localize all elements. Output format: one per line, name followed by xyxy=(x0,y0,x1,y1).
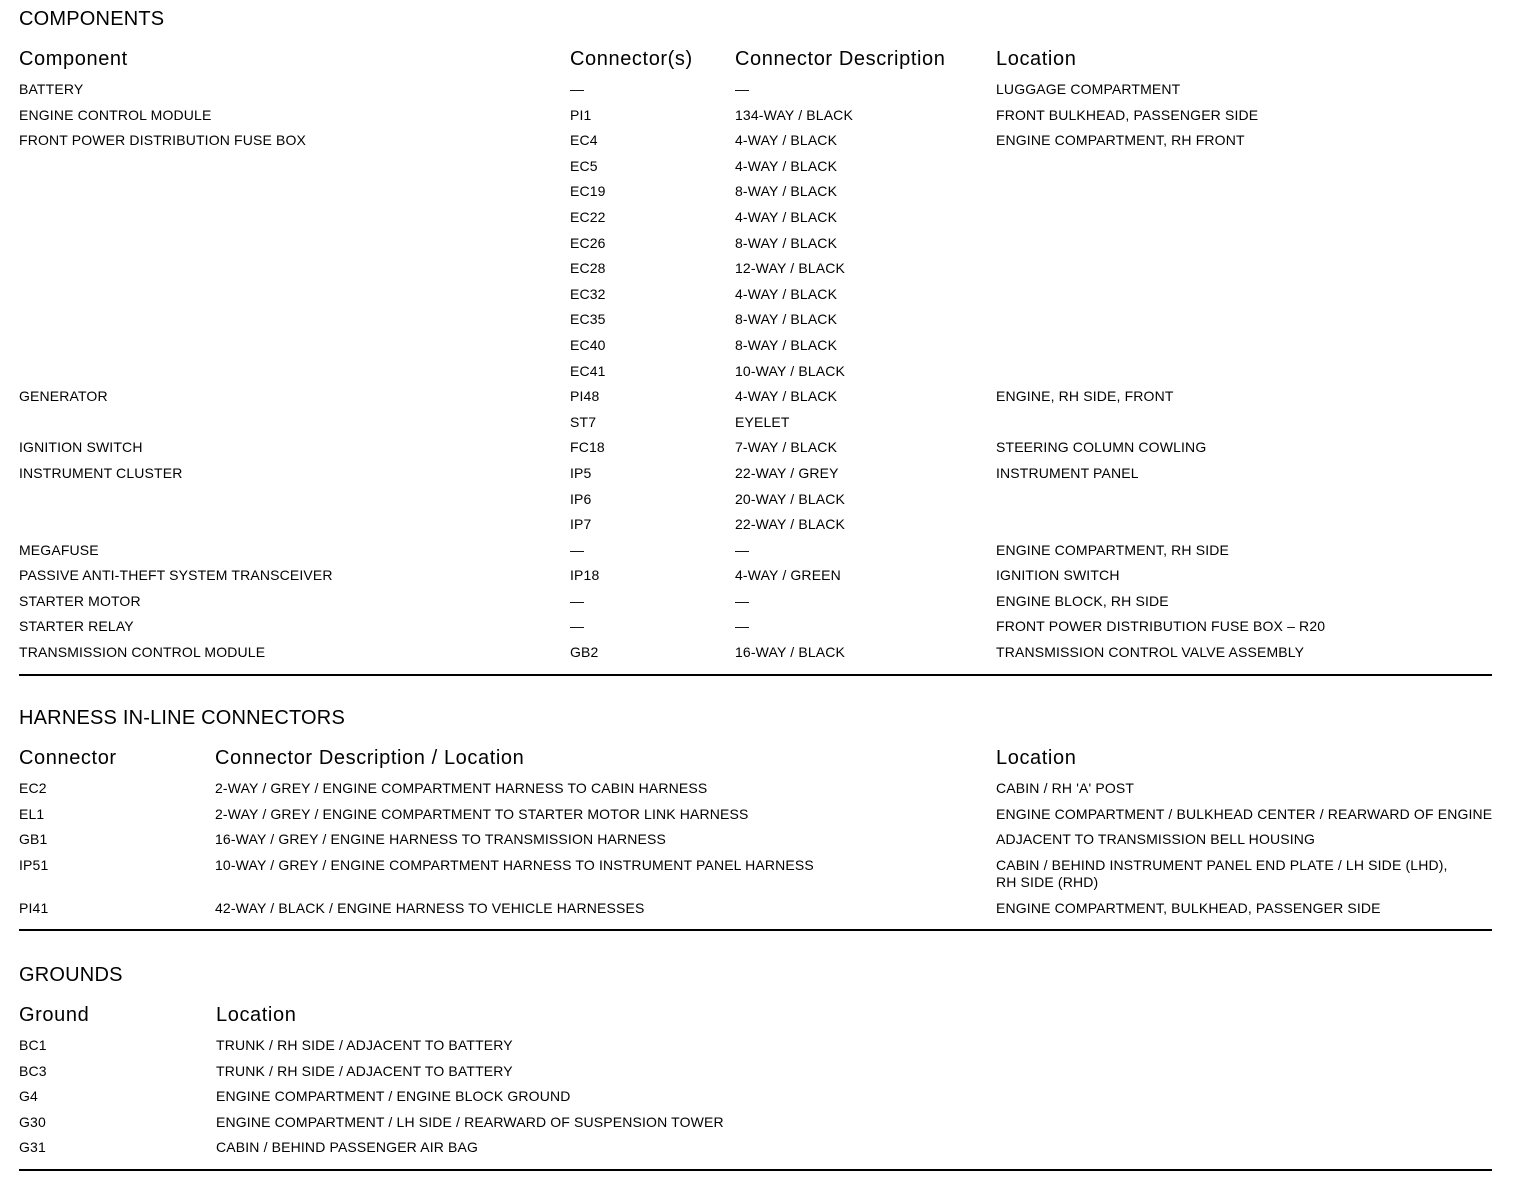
component-row-cell-3: 4-WAY / BLACK xyxy=(735,157,838,174)
component-row-cell-1 xyxy=(19,311,570,337)
component-row-cell-2: IP18 xyxy=(570,567,600,584)
components-section xyxy=(19,6,1492,676)
ground-row-cell-1: G30 xyxy=(19,1113,46,1130)
component-row-cell-4: ENGINE BLOCK, RH SIDE xyxy=(996,592,1169,609)
component-row-cell-2: EC19 xyxy=(570,183,606,200)
component-row-cell-2: IP5 xyxy=(570,464,592,481)
component-row-cell-3: EYELET xyxy=(735,413,790,430)
component-row-cell-4: LUGGAGE COMPARTMENT xyxy=(996,81,1181,97)
component-row xyxy=(19,235,1492,261)
harness-row-cell-3: CABIN / BEHIND INSTRUMENT PANEL END PLATE / LH SIDE (LHD), RH SIDE (RHD) xyxy=(996,856,1448,890)
component-row-cell-2: EC35 xyxy=(570,311,606,328)
component-row-cell-4: IGNITION SWITCH xyxy=(996,567,1120,584)
component-row-cell-3: — xyxy=(735,618,750,635)
component-row-cell-3: 20-WAY / BLACK xyxy=(735,490,845,507)
component-row-cell-2: IP7 xyxy=(570,516,592,533)
component-row-cell-4: FRONT POWER DISTRIBUTION FUSE BOX – R20 xyxy=(996,618,1326,635)
component-row-cell-2: FC18 xyxy=(570,439,605,456)
component-row xyxy=(19,337,1492,363)
component-row-cell-4 xyxy=(996,209,1492,235)
component-row xyxy=(19,542,1492,568)
component-row-cell-2: GB2 xyxy=(570,644,599,661)
ground-row xyxy=(19,1063,1492,1089)
component-row-cell-4: INSTRUMENT PANEL xyxy=(996,464,1139,481)
harness-row-cell-3: ENGINE COMPARTMENT, BULKHEAD, PASSENGER SIDE xyxy=(996,899,1381,916)
component-row-cell-4 xyxy=(996,183,1492,209)
component-row xyxy=(19,107,1492,133)
header-ground: Ground xyxy=(19,1004,90,1026)
component-row-cell-3: 7-WAY / BLACK xyxy=(735,439,838,456)
component-row-cell-1: MEGAFUSE xyxy=(19,541,99,558)
component-row-cell-2: EC40 xyxy=(570,336,606,353)
component-row-cell-3: 10-WAY / BLACK xyxy=(735,362,845,379)
component-row-cell-1: INSTRUMENT CLUSTER xyxy=(19,464,183,481)
ground-row-cell-2: CABIN / BEHIND PASSENGER AIR BAG xyxy=(216,1139,479,1156)
component-row-cell-1 xyxy=(19,286,570,312)
components-rows xyxy=(19,81,1492,670)
ground-row xyxy=(19,1139,1492,1165)
component-row-cell-3: 4-WAY / BLACK xyxy=(735,285,838,302)
component-row-cell-3: 8-WAY / BLACK xyxy=(735,336,838,353)
component-row-cell-3: 16-WAY / BLACK xyxy=(735,644,845,661)
harness-row-cell-3: ADJACENT TO TRANSMISSION BELL HOUSING xyxy=(996,831,1316,848)
component-row-cell-1: GENERATOR xyxy=(19,388,108,405)
header-connector: Connector xyxy=(19,747,117,769)
component-row-cell-1: BATTERY xyxy=(19,81,84,97)
component-row-cell-1 xyxy=(19,516,570,542)
component-row-cell-4: FRONT BULKHEAD, PASSENGER SIDE xyxy=(996,106,1259,123)
component-row-cell-1: STARTER MOTOR xyxy=(19,592,141,609)
header-connectors: Connector(s) xyxy=(570,48,693,70)
component-row-cell-2: — xyxy=(570,81,585,97)
component-row-cell-2: — xyxy=(570,541,585,558)
harness-row xyxy=(19,900,1492,926)
component-row-cell-1 xyxy=(19,158,570,184)
component-row-cell-4: STEERING COLUMN COWLING xyxy=(996,439,1207,456)
harness-row-cell-3: CABIN / RH 'A' POST xyxy=(996,780,1135,796)
harness-rows xyxy=(19,780,1492,925)
component-row-cell-1: FRONT POWER DISTRIBUTION FUSE BOX xyxy=(19,132,307,149)
component-row-cell-1 xyxy=(19,414,570,440)
harness-row-cell-1: IP51 xyxy=(19,856,49,873)
component-row-cell-1 xyxy=(19,337,570,363)
component-row-cell-4 xyxy=(996,491,1492,517)
component-row xyxy=(19,209,1492,235)
component-row-cell-1: PASSIVE ANTI-THEFT SYSTEM TRANSCEIVER xyxy=(19,567,333,584)
component-row-cell-1: IGNITION SWITCH xyxy=(19,439,143,456)
component-row-cell-2: ST7 xyxy=(570,413,597,430)
component-row-cell-2: — xyxy=(570,618,585,635)
component-row-cell-2: PI1 xyxy=(570,106,592,123)
component-row xyxy=(19,388,1492,414)
ground-row-cell-2: ENGINE COMPARTMENT / ENGINE BLOCK GROUND xyxy=(216,1088,571,1105)
component-row-cell-3: — xyxy=(735,592,750,609)
component-row-cell-1 xyxy=(19,491,570,517)
component-row-cell-4 xyxy=(996,311,1492,337)
header-component: Component xyxy=(19,48,128,70)
harness-row-cell-1: EC2 xyxy=(19,780,47,796)
component-row xyxy=(19,516,1492,542)
component-row xyxy=(19,491,1492,517)
component-row-cell-4 xyxy=(996,337,1492,363)
harness-row-cell-1: EL1 xyxy=(19,805,45,822)
harness-row-cell-3: ENGINE COMPARTMENT / BULKHEAD CENTER / REARWARD OF ENGINE xyxy=(996,805,1492,822)
header-connector-description: Connector Description xyxy=(735,48,946,70)
component-row-cell-2: EC26 xyxy=(570,234,606,251)
component-row-cell-4 xyxy=(996,516,1492,542)
component-row-cell-3: 4-WAY / GREEN xyxy=(735,567,841,584)
grounds-title: GROUNDS xyxy=(19,964,123,986)
grounds-header-row xyxy=(19,1000,1492,1030)
component-row-cell-3: 4-WAY / BLACK xyxy=(735,132,838,149)
component-row xyxy=(19,439,1492,465)
component-row-cell-1: TRANSMISSION CONTROL MODULE xyxy=(19,644,266,661)
ground-row xyxy=(19,1037,1492,1063)
ground-row xyxy=(19,1114,1492,1140)
component-row-cell-4 xyxy=(996,286,1492,312)
component-row xyxy=(19,183,1492,209)
component-row-cell-3: 4-WAY / BLACK xyxy=(735,208,838,225)
component-row-cell-2: EC5 xyxy=(570,157,598,174)
components-header-row xyxy=(19,44,1492,74)
component-row-cell-4: ENGINE, RH SIDE, FRONT xyxy=(996,388,1174,405)
component-row-cell-2: — xyxy=(570,592,585,609)
harness-title: HARNESS IN-LINE CONNECTORS xyxy=(19,707,345,729)
component-row xyxy=(19,618,1492,644)
component-row-cell-2: EC41 xyxy=(570,362,606,379)
ground-row-cell-1: G31 xyxy=(19,1139,46,1156)
component-row-cell-1 xyxy=(19,209,570,235)
component-row xyxy=(19,286,1492,312)
header-connector-description-location: Connector Description / Location xyxy=(215,747,525,769)
component-row-cell-2: IP6 xyxy=(570,490,592,507)
component-row-cell-2: EC22 xyxy=(570,208,606,225)
component-row-cell-3: 8-WAY / BLACK xyxy=(735,234,838,251)
ground-row-cell-1: BC3 xyxy=(19,1062,47,1079)
component-row-cell-3: 4-WAY / BLACK xyxy=(735,388,838,405)
component-row-cell-4: ENGINE COMPARTMENT, RH FRONT xyxy=(996,132,1245,149)
harness-row-cell-2: 10-WAY / GREY / ENGINE COMPARTMENT HARNESS TO INSTRUMENT PANEL HARNESS xyxy=(215,856,814,873)
harness-row-cell-2: 42-WAY / BLACK / ENGINE HARNESS TO VEHICLE HARNESSES xyxy=(215,899,645,916)
ground-row-cell-1: BC1 xyxy=(19,1037,47,1053)
component-row-cell-3: 134-WAY / BLACK xyxy=(735,106,853,123)
component-row-cell-4 xyxy=(996,414,1492,440)
component-row-cell-3: 8-WAY / BLACK xyxy=(735,183,838,200)
component-row-cell-2: EC28 xyxy=(570,260,606,277)
component-row xyxy=(19,158,1492,184)
component-row-cell-4 xyxy=(996,363,1492,389)
component-row xyxy=(19,465,1492,491)
header-location: Location xyxy=(216,1004,297,1026)
harness-row xyxy=(19,806,1492,832)
component-row-cell-1 xyxy=(19,260,570,286)
component-row xyxy=(19,593,1492,619)
component-row-cell-4 xyxy=(996,158,1492,184)
component-row-cell-1: STARTER RELAY xyxy=(19,618,134,635)
harness-row xyxy=(19,831,1492,857)
component-row-cell-3: 22-WAY / BLACK xyxy=(735,516,845,533)
component-row-cell-2: EC4 xyxy=(570,132,598,149)
harness-section xyxy=(19,705,1492,931)
header-location: Location xyxy=(996,48,1077,70)
header-location: Location xyxy=(996,747,1077,769)
component-row-cell-2: EC32 xyxy=(570,285,606,302)
component-row-cell-1 xyxy=(19,363,570,389)
component-row-cell-4: ENGINE COMPARTMENT, RH SIDE xyxy=(996,541,1229,558)
component-row-cell-3: — xyxy=(735,81,750,97)
component-row-cell-3: 8-WAY / BLACK xyxy=(735,311,838,328)
harness-row xyxy=(19,780,1492,806)
harness-row-cell-2: 2-WAY / GREY / ENGINE COMPARTMENT TO STARTER MOTOR LINK HARNESS xyxy=(215,805,749,822)
ground-row-cell-2: TRUNK / RH SIDE / ADJACENT TO BATTERY xyxy=(216,1037,513,1053)
harness-row-cell-2: 16-WAY / GREY / ENGINE HARNESS TO TRANSMISSION HARNESS xyxy=(215,831,667,848)
component-row-cell-4 xyxy=(996,235,1492,261)
component-row xyxy=(19,567,1492,593)
harness-row-cell-1: PI41 xyxy=(19,899,49,916)
grounds-rows xyxy=(19,1037,1492,1165)
component-row-cell-4: TRANSMISSION CONTROL VALVE ASSEMBLY xyxy=(996,644,1305,661)
component-row-cell-1: ENGINE CONTROL MODULE xyxy=(19,106,212,123)
ground-row-cell-1: G4 xyxy=(19,1088,38,1105)
ground-row-cell-2: TRUNK / RH SIDE / ADJACENT TO BATTERY xyxy=(216,1062,513,1079)
grounds-section xyxy=(19,962,1492,1171)
component-row xyxy=(19,363,1492,389)
component-row-cell-1 xyxy=(19,183,570,209)
harness-row xyxy=(19,857,1492,900)
component-row-cell-3: — xyxy=(735,541,750,558)
harness-header-row xyxy=(19,743,1492,773)
component-row xyxy=(19,414,1492,440)
component-row-cell-1 xyxy=(19,235,570,261)
component-row xyxy=(19,81,1492,107)
component-row xyxy=(19,132,1492,158)
component-row xyxy=(19,644,1492,670)
components-title: COMPONENTS xyxy=(19,8,165,30)
harness-row-cell-2: 2-WAY / GREY / ENGINE COMPARTMENT HARNESS TO CABIN HARNESS xyxy=(215,780,708,796)
ground-row xyxy=(19,1088,1492,1114)
ground-row-cell-2: ENGINE COMPARTMENT / LH SIDE / REARWARD OF SUSPENSION TOWER xyxy=(216,1113,724,1130)
component-row-cell-2: PI48 xyxy=(570,388,600,405)
component-row-cell-3: 12-WAY / BLACK xyxy=(735,260,845,277)
component-row xyxy=(19,311,1492,337)
component-row-cell-4 xyxy=(996,260,1492,286)
harness-row-cell-1: GB1 xyxy=(19,831,48,848)
component-row-cell-3: 22-WAY / GREY xyxy=(735,464,839,481)
component-row xyxy=(19,260,1492,286)
